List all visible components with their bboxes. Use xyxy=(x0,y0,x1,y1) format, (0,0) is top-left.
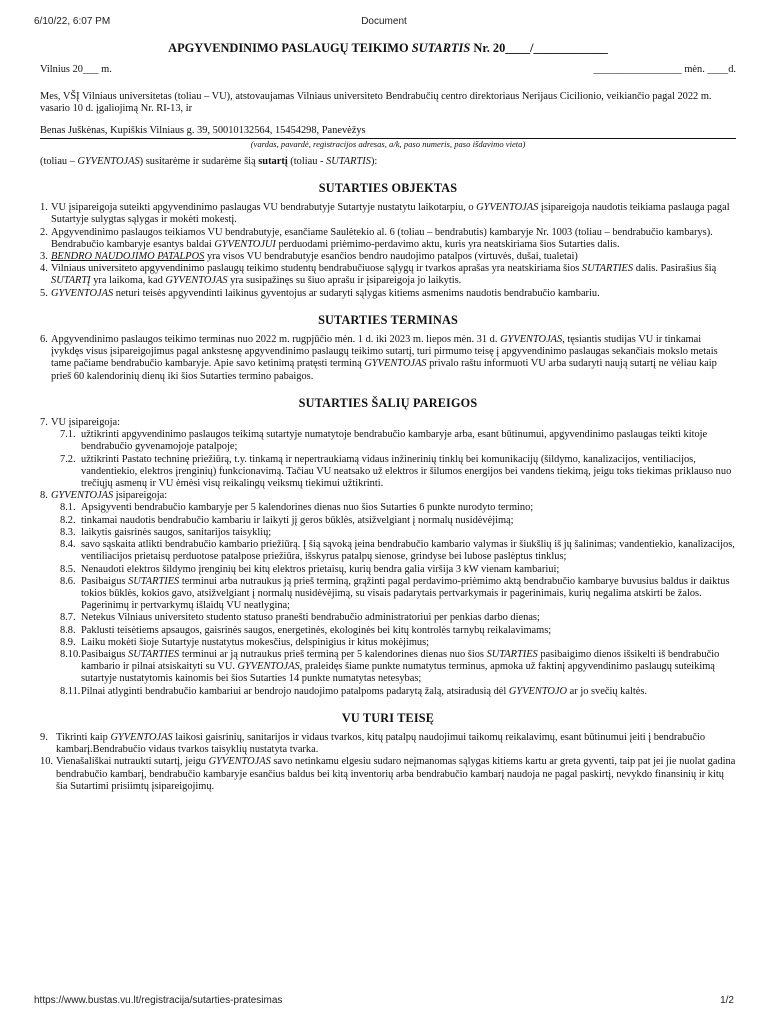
clause-8-3: 8.3. laikytis gaisrinės saugos, sanitarijos taisyklių; xyxy=(60,526,272,538)
contract-document xyxy=(40,42,736,793)
definitions-line: (toliau – GYVENTOJAS) susitarėme ir sudarėme šią sutartį (toliau - SUTARTIS): xyxy=(40,155,378,167)
clause-10: 10. Vienašališkai nutraukti sutartį, jeigu GYVENTOJAS savo netinkamu elgesiu sudaro neįmanomas sąlygas kitiems kartu ar greta gyventi, taip pat jei jie nuolat gadina bendrabučio kambarį, bendrabučio kambaryje esančius baldus bei kitą inventorių arba bendrabučio kambarį naudoja ne pagal paskirtį, nevykdo finansinių ir kitų šia Sutartimi prisiimtų įsipareigojimų. xyxy=(40,756,736,792)
date-blank: _________________ mėn. ____d. xyxy=(593,64,736,76)
section-heading-objektas: SUTARTIES OBJEKTAS xyxy=(318,181,458,196)
section-heading-terminas: SUTARTIES TERMINAS xyxy=(318,312,458,327)
clause-4: 4. Vilniaus universiteto apgyvendinimo paslaugų teikimo studentų bendrabučiuose sąlygų ir tvarkos aprašas yra neatskiriama šios SUTARTIES dalis. Pasirašius šią SUTARTĮ yra laikoma, kad GYVENTOJAS yra susipažinęs su šiuo aprašu ir įsipareigoja jo laikytis. xyxy=(40,263,717,287)
clause-8-5: 8.5. Nenaudoti elektros šildymo įrenginių bei kitų elektros prietaisų, kurių bendra galia viršija 3 kW vienam kambariui; xyxy=(60,563,560,575)
clause-8: 8. GYVENTOJAS įsipareigoja: xyxy=(40,490,168,502)
clause-8-6: 8.6. Pasibaigus SUTARTIES terminui arba nutraukus ją prieš terminą, grąžinti pagal perdavimo-priėmimo aktą bendrabučio kambarye buvusius baldus ir daiktus tokios būklės, kokios gavo, atsižvelgiant į normalų nusidėvėjimą, su visais padarytais pertvarkymais ir pagerinimais, kurių negalima atskirti be žalos. Pagerinimų ir pertvarkymų išlaidų VU neatlygina; xyxy=(60,575,730,612)
browser-print-footer xyxy=(34,995,734,1006)
clause-3: 3. BENDRO NAUDOJIMO PATALPOS yra visos VU bendrabutyje esančios bendro naudojimo patalpos (virtuvės, dušai, tualetai) xyxy=(40,251,578,263)
section-heading-pareigos: SUTARTIES ŠALIŲ PAREIGOS xyxy=(298,395,478,410)
contract-title: APGYVENDINIMO PASLAUGŲ TEIKIMO SUTARTIS Nr. 20____/____________ xyxy=(168,41,608,55)
clause-5: 5. GYVENTOJAS neturi teisės apgyvendinti laikinus gyventojus ar sudaryti sąlygas kitiems asmenims naudotis bendrabučio kambariu. xyxy=(40,287,600,299)
section-heading-teise: VU TURI TEISĘ xyxy=(341,710,435,725)
clause-8-10: 8.10. Pasibaigus SUTARTIES terminui ar ją nutraukus prieš terminą per 5 kalendorines dienas nuo šios SUTARTIES pasibaigimo dienos išsikelti iš bendrabučio kambario ir pilnai atsiskaityti su VU. GYVENTOJAS, praleidęs šiame punkte numatytus terminus, apmoka už faktinį apgyvendinimo paslaugų suteikimą sutartyje nustatytomis kainomis bei šios Sutarties 14 punkte numatytas netesybas; xyxy=(60,648,720,685)
print-title: Document xyxy=(361,16,407,27)
clause-7-2: 7.2. užtikrinti Pastato techninę priežiūrą, t.y. tinkamą ir nepertraukiamą vidaus inžinerinių tinklų bei komunikacijų (šildymo, kanalizacijos, ventiliacijos, vandentiekio, elektros įrenginių) funkcionavimą. Tačiau VU neatsako už elektros ir šilumos energijos bei vandens tiekimą, jeigu toks tiekimas priklauso nuo trečiųjų asmenų ir VU ėmėsi visų reikalingų veiksmų tiekimui užtikrinti. xyxy=(60,453,732,490)
parties-intro: Mes, VŠĮ Vilniaus universitetas (toliau – VU), atstovaujamas Vilniaus universiteto Bendrabučių centro direktoriaus Nerijaus Cicilionio, veikiančio pagal 2022 m. vasario 10 d. įgaliojimą Nr. RI-13, ir xyxy=(40,91,712,115)
print-url: https://www.bustas.vu.lt/registracija/sutarties-pratesimas xyxy=(34,995,283,1006)
clause-8-2: 8.2. tinkamai naudotis bendrabučio kambariu ir laikyti jį geros būklės, atsižvelgiant į normalų nusidėvėjimą; xyxy=(60,514,514,526)
clause-9: 9. Tikrinti kaip GYVENTOJAS laikosi gaisrinių, sanitarijos ir vidaus tvarkos, kitų patalpų naudojimui taikomų reikalavimų, esant būtinumui įeiti į bendrabučio kambarį.Bendrabučio vidaus tvarkos taisyklių nustatyta tvarka. xyxy=(40,731,706,756)
clause-6: 6. Apgyvendinimo paslaugos teikimo terminas nuo 2022 m. rugpjūčio mėn. 1 d. iki 2023 m. liepos mėn. 31 d. GYVENTOJAS, tęsiantis studijas VU ir tinkamai įvykdęs visus įsipareigojimus pagal ankstesnę apgyvendinimo paslaugų teikimo sutartį, turi pirmumo teisę į apgyvendinimo paslaugas sekančiais mokslo metais tame pačiame bendrabučio kambaryje. Apie savo ketinimą pratęsti terminą GYVENTOJAS privalo raštu informuoti VU arba sudaryti naują sutartį ne vėliau kaip prieš 60 kalendorinių dienų iki šios Sutarties termino pabaigos. xyxy=(40,334,718,382)
clause-7: 7. VU įsipareigoja: xyxy=(40,417,120,429)
place-date-row xyxy=(40,64,736,78)
clause-8-1: 8.1. Apsigyventi bendrabučio kambaryje per 5 kalendorines dienas nuo šios Sutarties 6 punkte nurodyto termino; xyxy=(60,502,534,514)
clause-8-8: 8.8. Paklusti teisėtiems apsaugos, gaisrinės saugos, energetinės, ekologinės bei kitų kontrolės tarnybų reikalavimams; xyxy=(60,624,552,636)
clause-2: 2. Apgyvendinimo paslaugos teikiamos VU bendrabutyje, esančiame Saulėtekio al. 6 (toliau – bendrabutis) kambaryje Nr. 1003 (toliau – bendrabučio kambarys). Bendrabučio kambaryje esantys baldai GYVENTOJUI perduodami priėmimo-perdavimo aktu, kuris yra neatskiriama šios Sutarties dalis. xyxy=(40,226,713,250)
print-page-number: 1/2 xyxy=(720,995,734,1006)
clause-1: 1. VU įsipareigoja suteikti apgyvendinimo paslaugas VU bendrabutyje Sutartyje nustatytu laikotarpiu, o GYVENTOJAS įsipareigoja naudotis teikiama paslauga pagal Sutartyje sulygtas sąlygas ir mokėti mokestį. xyxy=(40,202,730,226)
place-date: Vilnius 20___ m. xyxy=(40,64,112,76)
clause-8-11: 8.11. Pilnai atlyginti bendrabučio kambariui ar bendrojo naudojimo patalpoms padarytą žalą, atsiradusią dėl GYVENTOJO ar jo svečių kaltės. xyxy=(60,685,647,697)
clause-7-1: 7.1. užtikrinti apgyvendinimo paslaugos teikimą sutartyje numatytoje bendrabučio kambaryje arba, esant būtinumui, apgyvendinimo paslaugas teikti kitoje bendrabučio gyvenamojoje patalpoje; xyxy=(60,429,708,453)
clause-8-7: 8.7. Netekus Vilniaus universiteto studento statuso pranešti bendrabučio administratoriui per penkias darbo dienas; xyxy=(60,612,540,624)
print-datetime: 6/10/22, 6:07 PM xyxy=(34,16,111,27)
clause-8-9: 8.9. Laiku mokėti šioje Sutartyje nustatytus mokesčius, delspinigius ir kitus mokėjimus; xyxy=(60,636,430,648)
clause-8-4: 8.4. savo sąskaita atlikti bendrabučio kambario priežiūrą. Į šią sąvoką įeina bendrabučio kambario valymas ir šiukšlių iš jų šalinimas; vandentiekio, kanalizacijos, ventiliacijos prietaisų perduotose patalpose priežiūra, išskyrus patalpų sienose, grindyse bei lubose paslėptus tinklus; xyxy=(60,539,735,563)
resident-info-caption: (vardas, pavardė, registracijos adresas, a/k, paso numeris, paso išdavimo vieta) xyxy=(250,138,526,149)
browser-print-header xyxy=(34,16,734,27)
resident-info: Benas Juškėnas, Kupiškis Vilniaus g. 39, 50010132564, 15454298, Panevėžys xyxy=(40,125,736,139)
